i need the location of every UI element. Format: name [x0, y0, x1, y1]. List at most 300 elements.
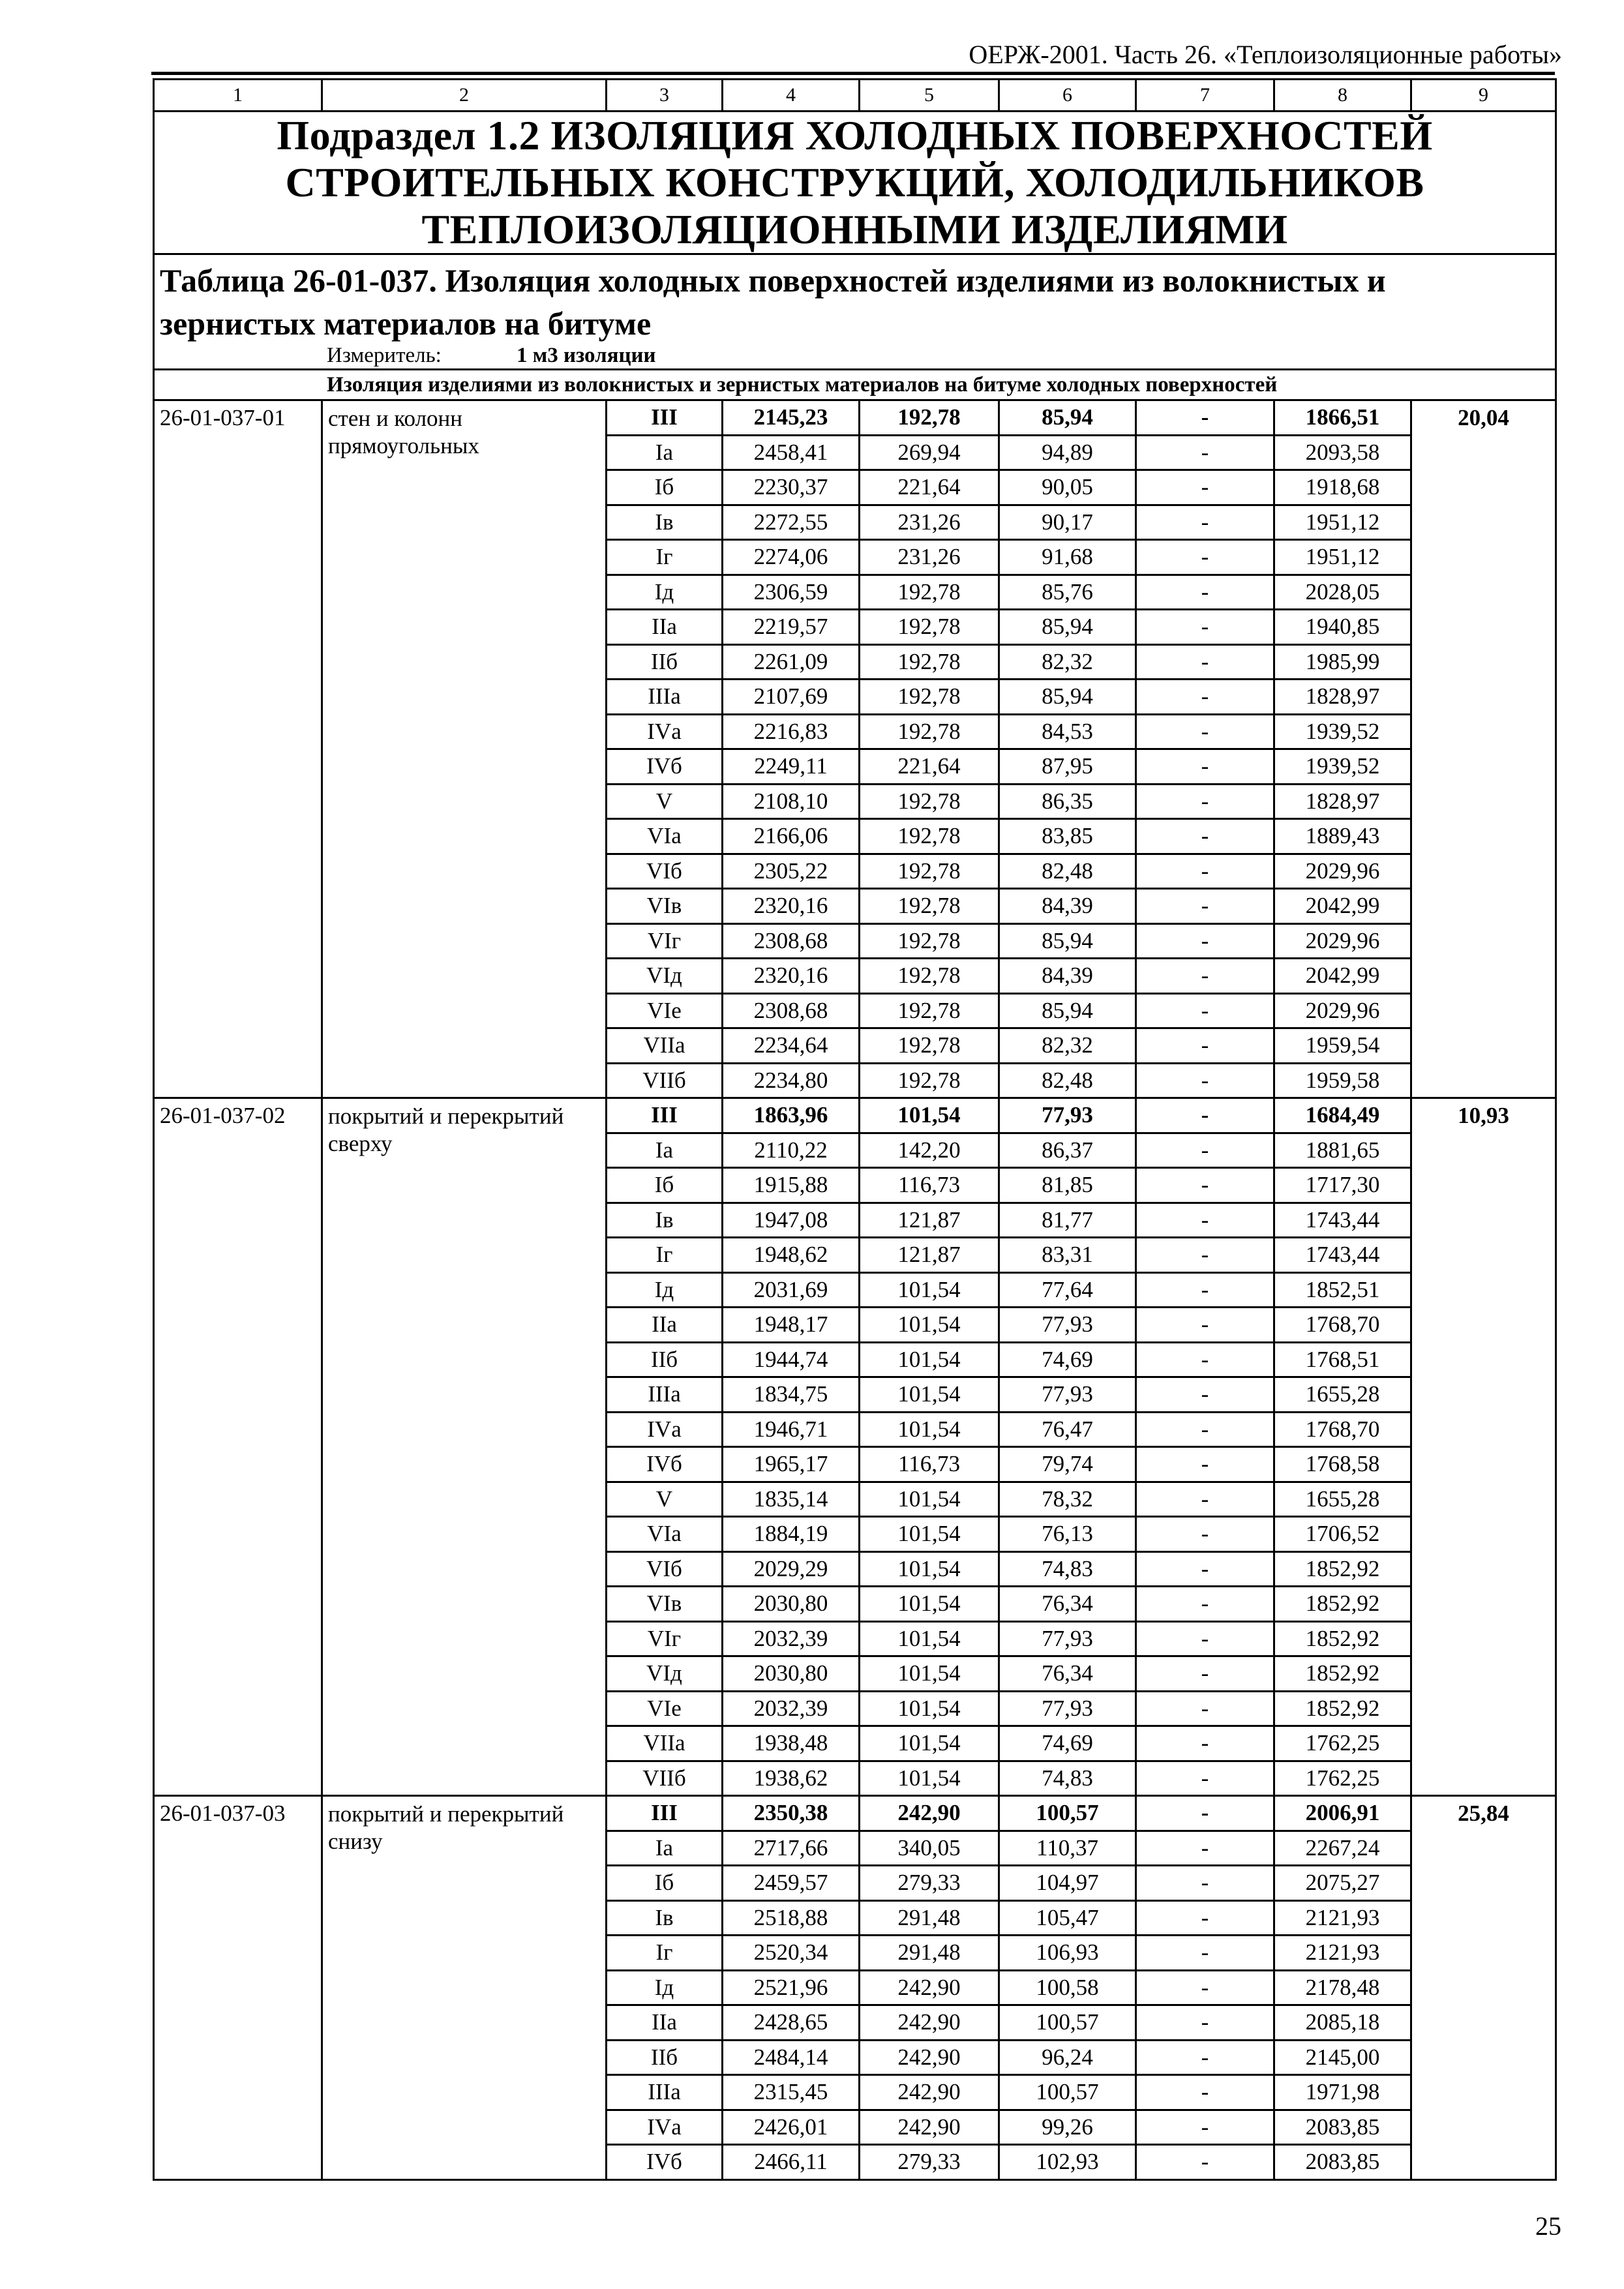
zone-cell: VIIа [607, 1726, 723, 1761]
zone-cell: Iв [607, 1900, 723, 1936]
direct-cost-cell: 1834,75 [723, 1377, 860, 1413]
machines-cell: 100,58 [999, 1970, 1136, 2005]
materials-cell: 2042,99 [1274, 959, 1411, 994]
machines-cell: 82,32 [999, 644, 1136, 680]
machines-cell: 85,94 [999, 400, 1136, 436]
direct-cost-cell: 2308,68 [723, 923, 860, 959]
direct-cost-cell: 2521,96 [723, 1970, 860, 2005]
direct-cost-cell: 2484,14 [723, 2040, 860, 2075]
section-title [154, 112, 1556, 254]
machinists-wages-cell: - [1136, 2145, 1274, 2180]
zone-cell: IIа [607, 2005, 723, 2041]
materials-cell: 2029,96 [1274, 854, 1411, 889]
wages-cell: 279,33 [860, 1866, 999, 1901]
direct-cost-cell: 2031,69 [723, 1272, 860, 1308]
materials-cell: 1655,28 [1274, 1377, 1411, 1413]
machines-cell: 83,85 [999, 819, 1136, 854]
machinists-wages-cell: - [1136, 1936, 1274, 1971]
rate-code: 26-01-037-01 [154, 400, 322, 1098]
zone-cell: VIб [607, 854, 723, 889]
materials-cell: 1768,51 [1274, 1342, 1411, 1377]
direct-cost-cell: 2249,11 [723, 749, 860, 785]
wages-cell: 242,90 [860, 2040, 999, 2075]
materials-cell: 1852,92 [1274, 1691, 1411, 1726]
wages-cell: 192,78 [860, 714, 999, 749]
wages-cell: 116,73 [860, 1447, 999, 1482]
machinists-wages-cell: - [1136, 1203, 1274, 1238]
machinists-wages-cell: - [1136, 435, 1274, 470]
machinists-wages-cell: - [1136, 540, 1274, 575]
wages-cell: 101,54 [860, 1517, 999, 1552]
materials-cell: 2093,58 [1274, 435, 1411, 470]
zone-cell: IVа [607, 714, 723, 749]
zone-cell: VIе [607, 993, 723, 1028]
zone-cell: VIб [607, 1551, 723, 1587]
direct-cost-cell: 1946,71 [723, 1412, 860, 1447]
wages-cell: 142,20 [860, 1133, 999, 1168]
machines-cell: 106,93 [999, 1936, 1136, 1971]
materials-cell: 1768,58 [1274, 1447, 1411, 1482]
materials-cell: 1743,44 [1274, 1238, 1411, 1273]
machines-cell: 85,76 [999, 575, 1136, 610]
machines-cell: 77,93 [999, 1098, 1136, 1133]
machines-cell: 96,24 [999, 2040, 1136, 2075]
materials-cell: 2042,99 [1274, 889, 1411, 924]
direct-cost-cell: 2110,22 [723, 1133, 860, 1168]
section-title-line: Подраздел 1.2 ИЗОЛЯЦИЯ ХОЛОДНЫХ ПОВЕРХНОСТЕЙ [277, 112, 1433, 158]
table-title [160, 259, 1542, 345]
zone-cell: VIд [607, 1656, 723, 1692]
zone-cell: IVа [607, 2110, 723, 2145]
materials-cell: 2029,96 [1274, 993, 1411, 1028]
wages-cell: 242,90 [860, 1970, 999, 2005]
zone-cell: IIIа [607, 1377, 723, 1413]
wages-cell: 242,90 [860, 1796, 999, 1831]
wages-cell: 221,64 [860, 749, 999, 785]
machines-cell: 81,85 [999, 1168, 1136, 1203]
materials-cell: 1939,52 [1274, 714, 1411, 749]
machinists-wages-cell: - [1136, 680, 1274, 715]
machinists-wages-cell: - [1136, 1412, 1274, 1447]
zone-cell: V [607, 784, 723, 819]
wages-cell: 192,78 [860, 923, 999, 959]
zone-cell: Iа [607, 435, 723, 470]
machinists-wages-cell: - [1136, 1551, 1274, 1587]
direct-cost-cell: 1938,62 [723, 1761, 860, 1796]
wages-cell: 192,78 [860, 854, 999, 889]
machines-cell: 105,47 [999, 1900, 1136, 1936]
wages-cell: 192,78 [860, 784, 999, 819]
direct-cost-cell: 2219,57 [723, 610, 860, 645]
machinists-wages-cell: - [1136, 1621, 1274, 1656]
zone-cell: V [607, 1482, 723, 1517]
column-number: 7 [1136, 80, 1274, 112]
wages-cell: 221,64 [860, 470, 999, 505]
direct-cost-cell: 2458,41 [723, 435, 860, 470]
direct-cost-cell: 1938,48 [723, 1726, 860, 1761]
machinists-wages-cell: - [1136, 1761, 1274, 1796]
materials-cell: 2029,96 [1274, 923, 1411, 959]
machines-cell: 76,34 [999, 1656, 1136, 1692]
wages-cell: 101,54 [860, 1726, 999, 1761]
wages-cell: 192,78 [860, 610, 999, 645]
measure-label: Измеритель: [327, 344, 442, 367]
machines-cell: 110,37 [999, 1831, 1136, 1866]
materials-cell: 1985,99 [1274, 644, 1411, 680]
machinists-wages-cell: - [1136, 1796, 1274, 1831]
machinists-wages-cell: - [1136, 2110, 1274, 2145]
machinists-wages-cell: - [1136, 1063, 1274, 1098]
direct-cost-cell: 2305,22 [723, 854, 860, 889]
machines-cell: 100,57 [999, 2005, 1136, 2041]
wages-cell: 192,78 [860, 959, 999, 994]
wages-cell: 192,78 [860, 680, 999, 715]
materials-cell: 1762,25 [1274, 1726, 1411, 1761]
materials-cell: 2075,27 [1274, 1866, 1411, 1901]
direct-cost-cell: 2029,29 [723, 1551, 860, 1587]
zone-cell: VIа [607, 819, 723, 854]
zone-cell: IVб [607, 749, 723, 785]
machinists-wages-cell: - [1136, 1168, 1274, 1203]
direct-cost-cell: 2459,57 [723, 1866, 860, 1901]
machines-cell: 85,94 [999, 993, 1136, 1028]
wages-cell: 101,54 [860, 1761, 999, 1796]
direct-cost-cell: 2520,34 [723, 1936, 860, 1971]
direct-cost-cell: 1965,17 [723, 1447, 860, 1482]
materials-cell: 1828,97 [1274, 680, 1411, 715]
materials-cell: 1951,12 [1274, 505, 1411, 540]
zone-cell: Iб [607, 1168, 723, 1203]
direct-cost-cell: 1947,08 [723, 1203, 860, 1238]
machinists-wages-cell: - [1136, 1133, 1274, 1168]
materials-cell: 1866,51 [1274, 400, 1411, 436]
wages-cell: 101,54 [860, 1621, 999, 1656]
header-rule [151, 72, 1555, 75]
wages-cell: 269,94 [860, 435, 999, 470]
direct-cost-cell: 2717,66 [723, 1831, 860, 1866]
materials-cell: 1971,98 [1274, 2075, 1411, 2110]
direct-cost-cell: 2145,23 [723, 400, 860, 436]
zone-cell: VIIб [607, 1761, 723, 1796]
group-title: Изоляция изделиями из волокнистых и зернистых материалов на битуме холодных поверхностей [154, 370, 1556, 400]
wages-cell: 242,90 [860, 2075, 999, 2110]
machinists-wages-cell: - [1136, 575, 1274, 610]
materials-cell: 1959,54 [1274, 1028, 1411, 1064]
column-number: 5 [860, 80, 999, 112]
zone-cell: Iа [607, 1133, 723, 1168]
direct-cost-cell: 1948,62 [723, 1238, 860, 1273]
machinists-wages-cell: - [1136, 1482, 1274, 1517]
zone-cell: IIIа [607, 2075, 723, 2110]
materials-cell: 2083,85 [1274, 2145, 1411, 2180]
wages-cell: 279,33 [860, 2145, 999, 2180]
column-number: 1 [154, 80, 322, 112]
machines-cell: 85,94 [999, 610, 1136, 645]
column-number: 4 [723, 80, 860, 112]
machinists-wages-cell: - [1136, 400, 1274, 436]
zone-cell: Iб [607, 1866, 723, 1901]
wages-cell: 101,54 [860, 1482, 999, 1517]
machines-cell: 86,35 [999, 784, 1136, 819]
running-header: ОЕРЖ-2001. Часть 26. «Теплоизоляционные работы» [969, 40, 1562, 69]
zone-cell: Iд [607, 575, 723, 610]
machinists-wages-cell: - [1136, 2075, 1274, 2110]
zone-cell: Iб [607, 470, 723, 505]
machinists-wages-cell: - [1136, 1656, 1274, 1692]
rate-description: покрытий и перекрытий снизу [322, 1796, 607, 2180]
zone-cell: VIа [607, 1517, 723, 1552]
rate-code: 26-01-037-02 [154, 1098, 322, 1796]
direct-cost-cell: 2308,68 [723, 993, 860, 1028]
direct-cost-cell: 1944,74 [723, 1342, 860, 1377]
page-number: 25 [1535, 2211, 1561, 2241]
direct-cost-cell: 2230,37 [723, 470, 860, 505]
direct-cost-cell: 2428,65 [723, 2005, 860, 2041]
materials-cell: 2145,00 [1274, 2040, 1411, 2075]
column-number: 2 [322, 80, 607, 112]
machines-cell: 91,68 [999, 540, 1136, 575]
machinists-wages-cell: - [1136, 784, 1274, 819]
machinists-wages-cell: - [1136, 889, 1274, 924]
zone-cell: Iв [607, 1203, 723, 1238]
zone-cell: Iг [607, 540, 723, 575]
zone-cell: VIе [607, 1691, 723, 1726]
machines-cell: 76,34 [999, 1587, 1136, 1622]
machines-cell: 100,57 [999, 1796, 1136, 1831]
zone-cell: VIг [607, 923, 723, 959]
zone-cell: IIб [607, 644, 723, 680]
machinists-wages-cell: - [1136, 1447, 1274, 1482]
materials-cell: 2028,05 [1274, 575, 1411, 610]
machinists-wages-cell: - [1136, 1866, 1274, 1901]
materials-cell: 1852,92 [1274, 1551, 1411, 1587]
wages-cell: 101,54 [860, 1587, 999, 1622]
direct-cost-cell: 2032,39 [723, 1691, 860, 1726]
machines-cell: 74,83 [999, 1551, 1136, 1587]
machines-cell: 87,95 [999, 749, 1136, 785]
machines-cell: 85,94 [999, 923, 1136, 959]
direct-cost-cell: 2320,16 [723, 959, 860, 994]
zone-cell: Iг [607, 1936, 723, 1971]
machinists-wages-cell: - [1136, 2040, 1274, 2075]
machinists-wages-cell: - [1136, 819, 1274, 854]
machinists-wages-cell: - [1136, 1377, 1274, 1413]
wages-cell: 121,87 [860, 1203, 999, 1238]
rates-table [153, 78, 1557, 2181]
machines-cell: 77,93 [999, 1377, 1136, 1413]
direct-cost-cell: 1884,19 [723, 1517, 860, 1552]
zone-cell: IIIа [607, 680, 723, 715]
machines-cell: 82,48 [999, 1063, 1136, 1098]
wages-cell: 291,48 [860, 1900, 999, 1936]
machinists-wages-cell: - [1136, 1587, 1274, 1622]
direct-cost-cell: 2272,55 [723, 505, 860, 540]
zone-cell: IIб [607, 2040, 723, 2075]
machines-cell: 77,64 [999, 1272, 1136, 1308]
machines-cell: 77,93 [999, 1621, 1136, 1656]
machines-cell: 79,74 [999, 1447, 1136, 1482]
materials-cell: 1889,43 [1274, 819, 1411, 854]
wages-cell: 101,54 [860, 1412, 999, 1447]
wages-cell: 231,26 [860, 540, 999, 575]
machines-cell: 82,48 [999, 854, 1136, 889]
wages-cell: 192,78 [860, 644, 999, 680]
machines-cell: 90,05 [999, 470, 1136, 505]
machinists-wages-cell: - [1136, 1726, 1274, 1761]
wages-cell: 192,78 [860, 819, 999, 854]
labor-cost: 10,93 [1411, 1098, 1556, 1796]
machinists-wages-cell: - [1136, 923, 1274, 959]
materials-cell: 2178,48 [1274, 1970, 1411, 2005]
direct-cost-cell: 2234,80 [723, 1063, 860, 1098]
materials-cell: 1717,30 [1274, 1168, 1411, 1203]
zone-cell: VIIб [607, 1063, 723, 1098]
wages-cell: 101,54 [860, 1656, 999, 1692]
materials-cell: 1768,70 [1274, 1308, 1411, 1343]
machinists-wages-cell: - [1136, 1308, 1274, 1343]
materials-cell: 1852,92 [1274, 1621, 1411, 1656]
materials-cell: 2121,93 [1274, 1936, 1411, 1971]
direct-cost-cell: 2518,88 [723, 1900, 860, 1936]
labor-cost: 25,84 [1411, 1796, 1556, 2180]
machinists-wages-cell: - [1136, 1900, 1274, 1936]
materials-cell: 1684,49 [1274, 1098, 1411, 1133]
wages-cell: 340,05 [860, 1831, 999, 1866]
direct-cost-cell: 2426,01 [723, 2110, 860, 2145]
zone-cell: Iв [607, 505, 723, 540]
machinists-wages-cell: - [1136, 1238, 1274, 1273]
zone-cell: Iг [607, 1238, 723, 1273]
wages-cell: 192,78 [860, 1028, 999, 1064]
section-title-line: ТЕПЛОИЗОЛЯЦИОННЫМИ ИЗДЕЛИЯМИ [421, 206, 1288, 252]
machines-cell: 85,94 [999, 680, 1136, 715]
machinists-wages-cell: - [1136, 644, 1274, 680]
wages-cell: 101,54 [860, 1377, 999, 1413]
materials-cell: 1959,58 [1274, 1063, 1411, 1098]
materials-cell: 1768,70 [1274, 1412, 1411, 1447]
materials-cell: 2083,85 [1274, 2110, 1411, 2145]
wages-cell: 192,78 [860, 993, 999, 1028]
machines-cell: 78,32 [999, 1482, 1136, 1517]
column-number: 9 [1411, 80, 1556, 112]
zone-cell: III [607, 1796, 723, 1831]
machines-cell: 86,37 [999, 1133, 1136, 1168]
zone-cell: IVб [607, 1447, 723, 1482]
machinists-wages-cell: - [1136, 1098, 1274, 1133]
wages-cell: 101,54 [860, 1098, 999, 1133]
machinists-wages-cell: - [1136, 1272, 1274, 1308]
materials-cell: 1918,68 [1274, 470, 1411, 505]
zone-cell: IIа [607, 1308, 723, 1343]
column-number: 3 [607, 80, 723, 112]
materials-cell: 1828,97 [1274, 784, 1411, 819]
direct-cost-cell: 2261,09 [723, 644, 860, 680]
column-number: 6 [999, 80, 1136, 112]
zone-cell: VIв [607, 1587, 723, 1622]
materials-cell: 1951,12 [1274, 540, 1411, 575]
machinists-wages-cell: - [1136, 1517, 1274, 1552]
direct-cost-cell: 1835,14 [723, 1482, 860, 1517]
machinists-wages-cell: - [1136, 749, 1274, 785]
zone-cell: IIб [607, 1342, 723, 1377]
machinists-wages-cell: - [1136, 470, 1274, 505]
machines-cell: 74,83 [999, 1761, 1136, 1796]
zone-cell: IVб [607, 2145, 723, 2180]
materials-cell: 1939,52 [1274, 749, 1411, 785]
machines-cell: 82,32 [999, 1028, 1136, 1064]
direct-cost-cell: 2350,38 [723, 1796, 860, 1831]
direct-cost-cell: 2315,45 [723, 2075, 860, 2110]
materials-cell: 1655,28 [1274, 1482, 1411, 1517]
direct-cost-cell: 2320,16 [723, 889, 860, 924]
zone-cell: Iд [607, 1970, 723, 2005]
wages-cell: 101,54 [860, 1691, 999, 1726]
machines-cell: 84,39 [999, 889, 1136, 924]
machines-cell: 76,47 [999, 1412, 1136, 1447]
direct-cost-cell: 2216,83 [723, 714, 860, 749]
direct-cost-cell: 2274,06 [723, 540, 860, 575]
direct-cost-cell: 2306,59 [723, 575, 860, 610]
zone-cell: VIд [607, 959, 723, 994]
machines-cell: 81,77 [999, 1203, 1136, 1238]
materials-cell: 1881,65 [1274, 1133, 1411, 1168]
wages-cell: 192,78 [860, 575, 999, 610]
materials-cell: 2006,91 [1274, 1796, 1411, 1831]
zone-cell: Iд [607, 1272, 723, 1308]
machines-cell: 84,39 [999, 959, 1136, 994]
labor-cost: 20,04 [1411, 400, 1556, 1098]
machines-cell: 100,57 [999, 2075, 1136, 2110]
zone-cell: III [607, 400, 723, 436]
table-row [154, 1796, 1556, 1831]
machinists-wages-cell: - [1136, 610, 1274, 645]
column-number-row [154, 80, 1556, 112]
wages-cell: 101,54 [860, 1551, 999, 1587]
table-title-cell [154, 254, 1556, 370]
wages-cell: 101,54 [860, 1342, 999, 1377]
machinists-wages-cell: - [1136, 1691, 1274, 1726]
machines-cell: 99,26 [999, 2110, 1136, 2145]
zone-cell: VIIа [607, 1028, 723, 1064]
machines-cell: 74,69 [999, 1726, 1136, 1761]
table-title-line: зернистых материалов на битуме [160, 305, 652, 342]
materials-cell: 1852,92 [1274, 1656, 1411, 1692]
table-row [154, 400, 1556, 436]
direct-cost-cell: 1948,17 [723, 1308, 860, 1343]
machines-cell: 83,31 [999, 1238, 1136, 1273]
direct-cost-cell: 2166,06 [723, 819, 860, 854]
machinists-wages-cell: - [1136, 959, 1274, 994]
wages-cell: 116,73 [860, 1168, 999, 1203]
rate-description: покрытий и перекрытий сверху [322, 1098, 607, 1796]
direct-cost-cell: 2466,11 [723, 2145, 860, 2180]
machinists-wages-cell: - [1136, 1028, 1274, 1064]
column-number: 8 [1274, 80, 1411, 112]
machinists-wages-cell: - [1136, 854, 1274, 889]
wages-cell: 121,87 [860, 1238, 999, 1273]
materials-cell: 1852,92 [1274, 1587, 1411, 1622]
rate-description: стен и колонн прямоугольных [322, 400, 607, 1098]
machinists-wages-cell: - [1136, 1342, 1274, 1377]
machines-cell: 102,93 [999, 2145, 1136, 2180]
machines-cell: 76,13 [999, 1517, 1136, 1552]
machinists-wages-cell: - [1136, 1831, 1274, 1866]
wages-cell: 291,48 [860, 1936, 999, 1971]
table-title-line: Таблица 26-01-037. Изоляция холодных поверхностей изделиями из волокнистых и [160, 262, 1386, 299]
machines-cell: 104,97 [999, 1866, 1136, 1901]
machinists-wages-cell: - [1136, 1970, 1274, 2005]
machines-cell: 77,93 [999, 1308, 1136, 1343]
